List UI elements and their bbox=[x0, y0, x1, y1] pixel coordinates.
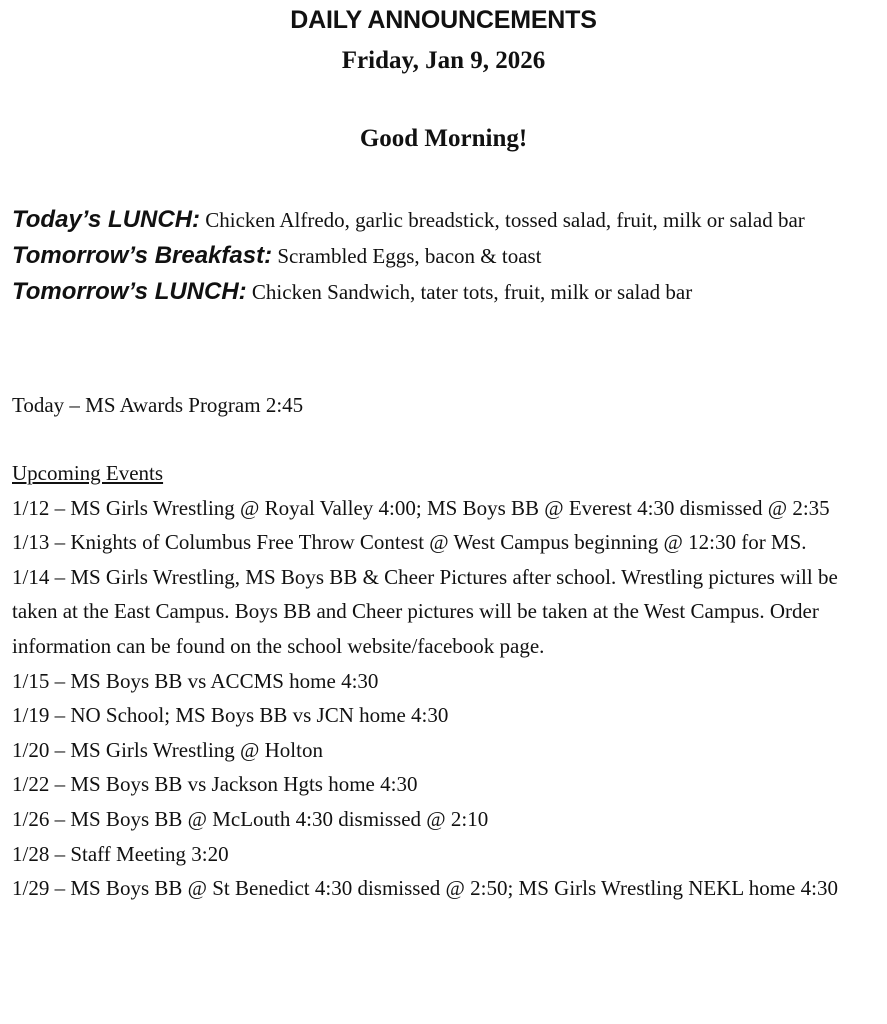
meal-label: Tomorrow’s Breakfast: bbox=[12, 242, 273, 269]
announcement-date: Friday, Jan 9, 2026 bbox=[341, 47, 546, 74]
meal-label: Tomorrow’s LUNCH: bbox=[12, 278, 247, 305]
event-item: 1/22 – MS Boys BB vs Jackson Hgts home 4:30 bbox=[12, 772, 418, 797]
event-item: 1/29 – MS Boys BB @ St Benedict 4:30 dismissed @ 2:50; MS Girls Wrestling NEKL home 4:30 bbox=[12, 876, 838, 901]
event-item: 1/20 – MS Girls Wrestling @ Holton bbox=[12, 737, 323, 762]
page-title: DAILY ANNOUNCEMENTS bbox=[290, 6, 597, 34]
event-item: 1/13 – Knights of Columbus Free Throw Contest @ West Campus beginning @ 12:30 for MS. bbox=[12, 530, 807, 555]
event-item: 1/14 – MS Girls Wrestling, MS Boys BB & Cheer Pictures after school. Wrestling pictures will be taken at the East Campus. Boys BB and Cheer pictures will be taken at the West Campus. Order information can be found on the school website/facebook page. bbox=[12, 564, 838, 658]
today-note: Today – MS Awards Program 2:45 bbox=[12, 393, 304, 417]
greeting: Good Morning! bbox=[359, 125, 528, 152]
meal-tomorrow-breakfast bbox=[12, 238, 857, 274]
event-item: 1/19 – NO School; MS Boys BB vs JCN home 4:30 bbox=[12, 703, 449, 728]
meal-text: Chicken Alfredo, garlic breadstick, tossed salad, fruit, milk or salad bar bbox=[200, 208, 805, 232]
event-item: 1/15 – MS Boys BB vs ACCMS home 4:30 bbox=[12, 668, 379, 693]
meal-tomorrow-lunch bbox=[12, 274, 857, 310]
meal-section bbox=[12, 202, 857, 310]
event-item: 1/12 – MS Girls Wrestling @ Royal Valley 4:00; MS Boys BB @ Everest 4:30 dismissed @ 2:35 bbox=[12, 495, 830, 520]
meal-text: Scrambled Eggs, bacon & toast bbox=[272, 244, 542, 268]
meal-label: Today’s LUNCH: bbox=[12, 206, 201, 233]
meal-today-lunch bbox=[12, 202, 857, 238]
event-item: 1/28 – Staff Meeting 3:20 bbox=[12, 841, 229, 866]
upcoming-events bbox=[12, 456, 857, 906]
meal-text: Chicken Sandwich, tater tots, fruit, milk or salad bar bbox=[246, 280, 693, 304]
upcoming-events-heading: Upcoming Events bbox=[12, 461, 164, 485]
event-item: 1/26 – MS Boys BB @ McLouth 4:30 dismissed @ 2:10 bbox=[12, 806, 489, 831]
